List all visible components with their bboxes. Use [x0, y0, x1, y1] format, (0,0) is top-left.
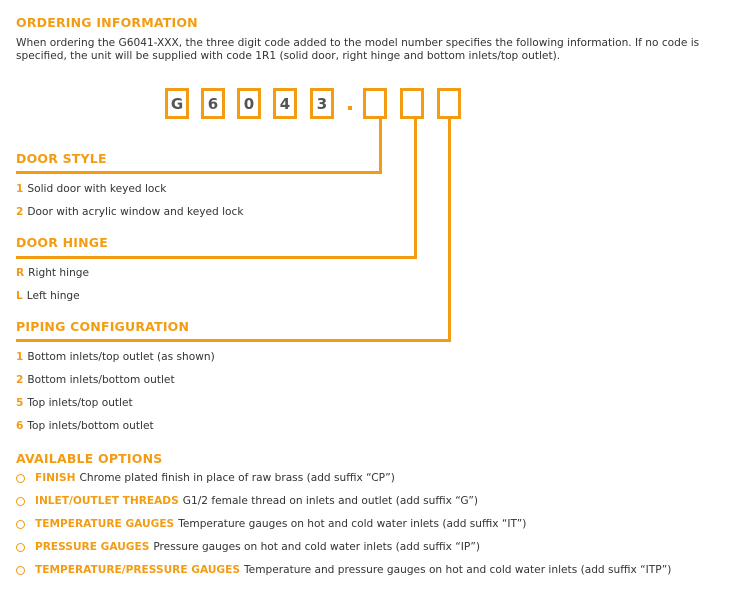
- door-style-heading: DOOR STYLE: [16, 151, 107, 166]
- circle-bullet-icon: [16, 497, 25, 506]
- connector-piping-vertical: [448, 119, 451, 342]
- code-box-door-style: [363, 88, 387, 119]
- door-hinge-item: L Left hinge: [16, 290, 80, 302]
- code-box-1: G: [165, 88, 189, 119]
- connector-door-hinge-vertical: [414, 119, 417, 259]
- piping-item: 1 Bottom inlets/top outlet (as shown): [16, 351, 215, 363]
- option-item: PRESSURE GAUGES Pressure gauges on hot and cold water inlets (add suffix “IP”): [16, 541, 480, 553]
- code-separator-dot: [348, 106, 352, 110]
- code-box-4: 4: [273, 88, 297, 119]
- ordering-information-heading: ORDERING INFORMATION: [16, 15, 198, 30]
- code-box-2: 6: [201, 88, 225, 119]
- piping-item: 5 Top inlets/top outlet: [16, 397, 133, 409]
- piping-configuration-heading: PIPING CONFIGURATION: [16, 319, 190, 334]
- option-item: TEMPERATURE GAUGES Temperature gauges on hot and cold water inlets (add suffix “IT”): [16, 518, 526, 530]
- code-box-door-hinge: [400, 88, 424, 119]
- door-hinge-item: R Right hinge: [16, 267, 90, 279]
- code-box-3: 0: [237, 88, 261, 119]
- circle-bullet-icon: [16, 520, 25, 529]
- intro-paragraph: When ordering the G6041-XXX, the three digit code added to the model number specifies the following information. If no code is specified, the unit will be supplied with code 1R1 (solid door, right hinge and bottom inlets/top outlet).: [16, 37, 700, 62]
- door-hinge-heading: DOOR HINGE: [16, 235, 108, 250]
- circle-bullet-icon: [16, 474, 25, 483]
- option-item: TEMPERATURE/PRESSURE GAUGES Temperature and pressure gauges on hot and cold water inlets (add suffix “ITP”): [16, 564, 671, 576]
- connector-piping-horizontal: [16, 339, 451, 342]
- piping-item: 6 Top inlets/bottom outlet: [16, 420, 154, 432]
- connector-door-hinge-horizontal: [16, 256, 417, 259]
- door-style-item: 2 Door with acrylic window and keyed lock: [16, 206, 244, 218]
- option-item: FINISH Chrome plated finish in place of raw brass (add suffix “CP”): [16, 472, 395, 484]
- code-box-5: 3: [310, 88, 334, 119]
- option-item: INLET/OUTLET THREADS G1/2 female thread on inlets and outlet (add suffix “G”): [16, 495, 478, 507]
- circle-bullet-icon: [16, 543, 25, 552]
- connector-door-style-horizontal: [16, 171, 382, 174]
- door-style-item: 1 Solid door with keyed lock: [16, 183, 167, 195]
- circle-bullet-icon: [16, 566, 25, 575]
- piping-item: 2 Bottom inlets/bottom outlet: [16, 374, 175, 386]
- connector-door-style-vertical: [379, 119, 382, 174]
- available-options-heading: AVAILABLE OPTIONS: [16, 451, 163, 466]
- code-box-piping: [437, 88, 461, 119]
